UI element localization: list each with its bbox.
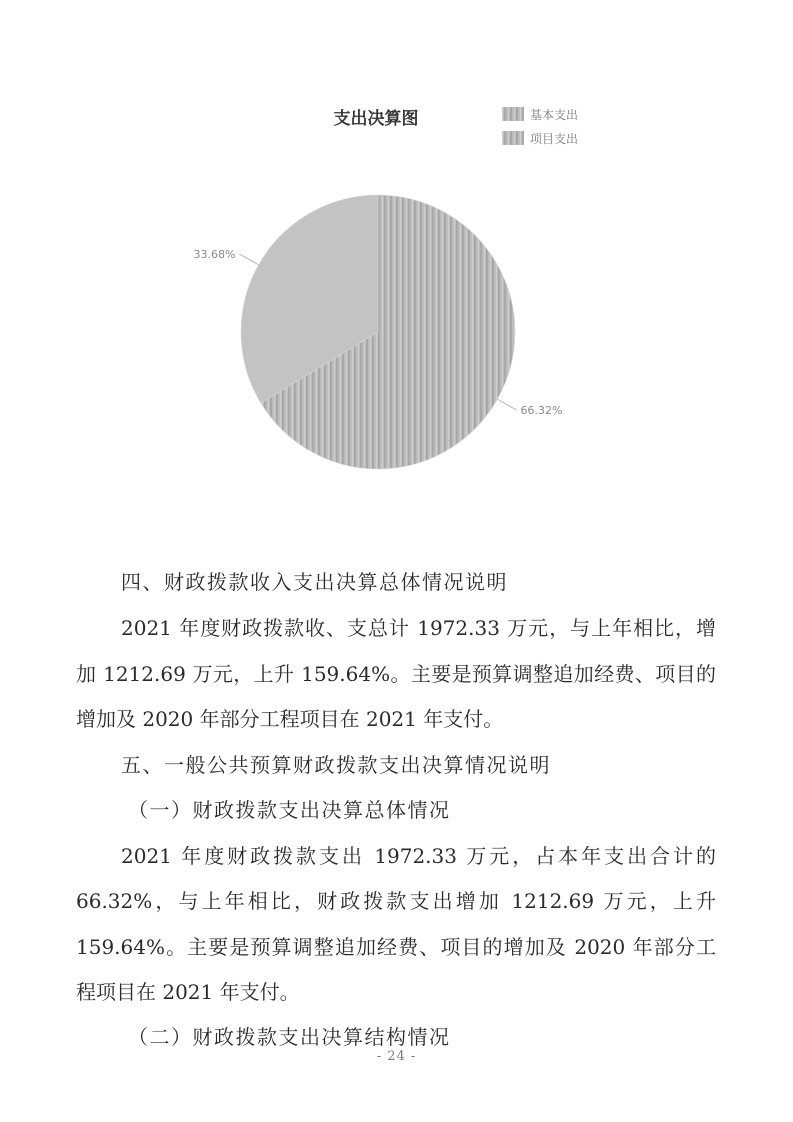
expenditure-pie-chart bbox=[0, 0, 793, 520]
pie-data-label: 33.68% bbox=[193, 248, 236, 262]
pie-data-label: 66.32% bbox=[520, 403, 563, 417]
pie-chart-svg bbox=[0, 0, 793, 520]
legend-swatch-project bbox=[502, 131, 524, 145]
pie-leader-line bbox=[497, 399, 516, 410]
subsection-heading-5-1: （一）财政拨款支出决算总体情况 bbox=[128, 798, 451, 822]
paragraph-4-line-3: 增加及 2020 年部分工程项目在 2021 年支付。 bbox=[76, 707, 504, 731]
page-number: - 24 - bbox=[376, 1049, 417, 1064]
legend-label-project: 项目支出 bbox=[530, 132, 579, 146]
chart-title: 支出决算图 bbox=[333, 109, 419, 129]
paragraph-5-line-1: 2021 年度财政拨款支出 1972.33 万元，占本年支出合计的 bbox=[121, 844, 716, 868]
paragraph-5-line-3: 159.64%。主要是预算调整追加经费、项目的增加及 2020 年部分工 bbox=[76, 935, 716, 959]
pie-slices bbox=[241, 195, 515, 469]
pie-leader-line bbox=[239, 254, 258, 265]
legend-swatch-basic bbox=[502, 107, 524, 121]
paragraph-4-line-1: 2021 年度财政拨款收、支总计 1972.33 万元，与上年相比，增 bbox=[121, 616, 716, 640]
legend-label-basic: 基本支出 bbox=[530, 108, 579, 122]
subsection-heading-5-2: （二）财政拨款支出决算结构情况 bbox=[128, 1025, 451, 1049]
paragraph-5-line-2: 66.32%，与上年相比，财政拨款支出增加 1212.69 万元，上升 bbox=[76, 889, 716, 913]
paragraph-5-line-4: 程项目在 2021 年支付。 bbox=[76, 980, 300, 1004]
paragraph-4-line-2: 加 1212.69 万元，上升 159.64%。主要是预算调整追加经费、项目的 bbox=[76, 662, 716, 686]
legend bbox=[502, 107, 578, 146]
section-heading-5: 五、一般公共预算财政拨款支出决算情况说明 bbox=[121, 753, 551, 777]
section-heading-4: 四、财政拨款收入支出决算总体情况说明 bbox=[121, 570, 508, 594]
